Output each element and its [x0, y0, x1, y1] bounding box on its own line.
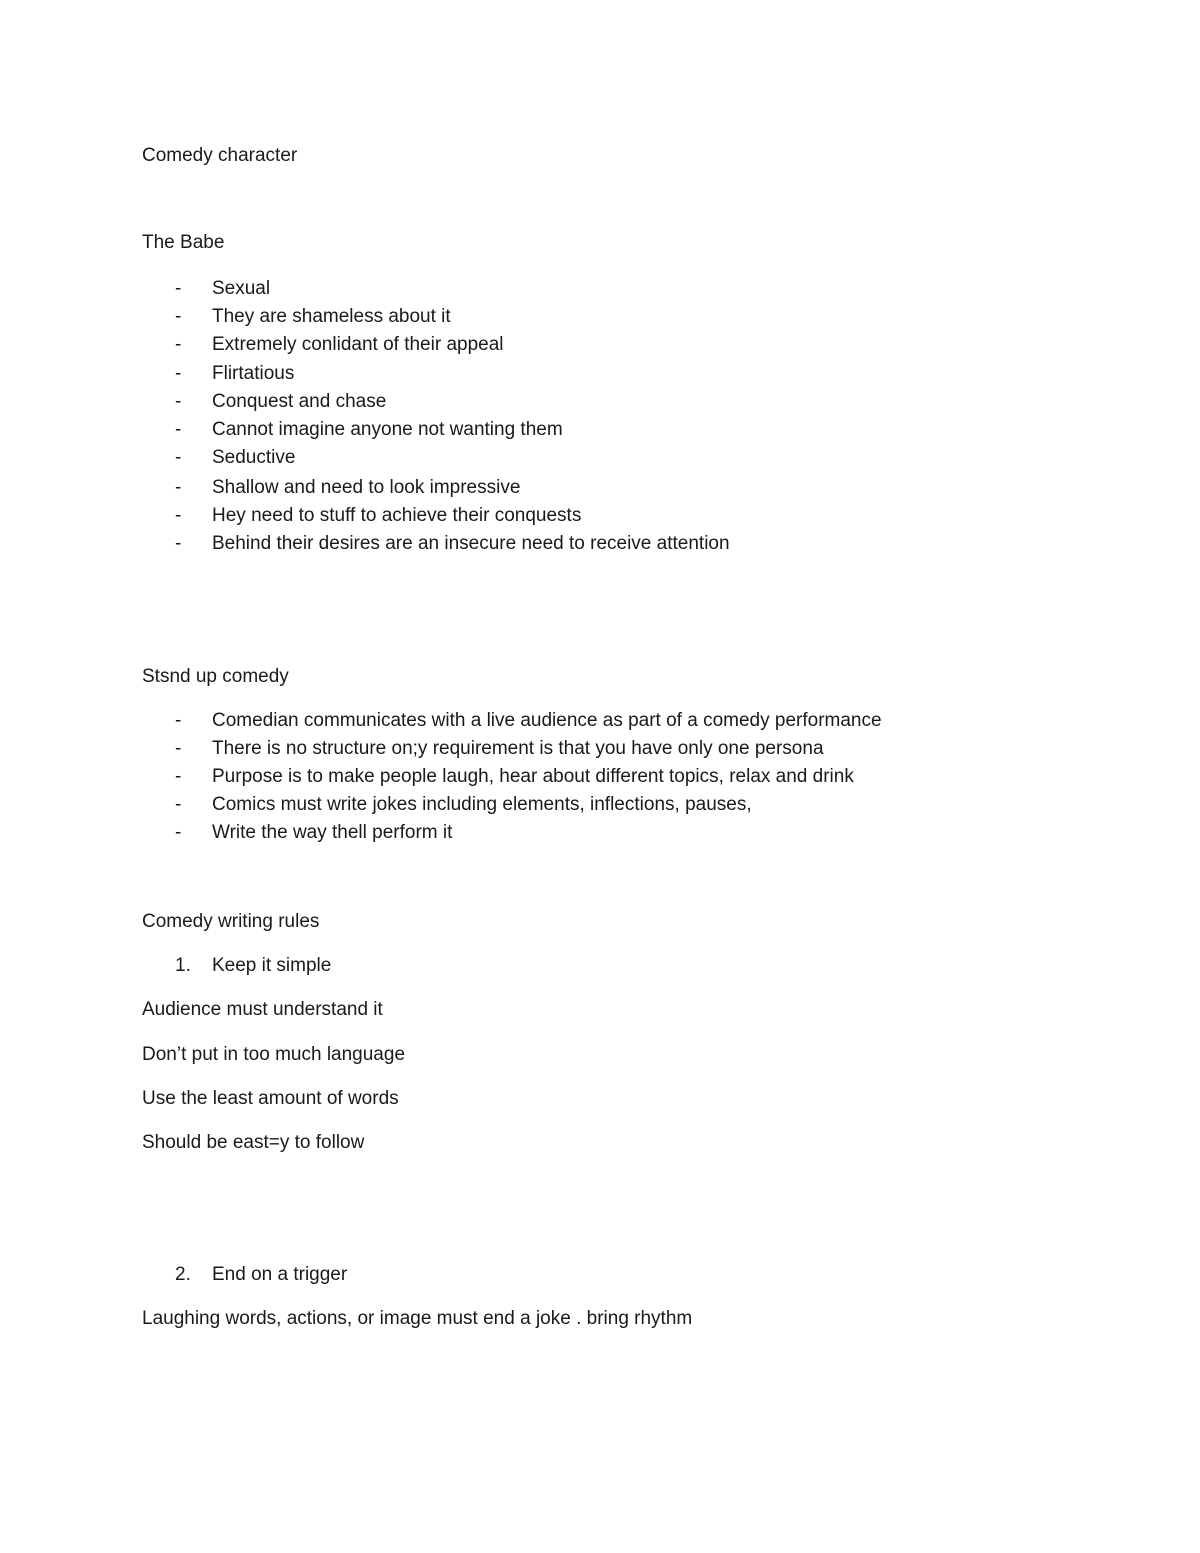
section-title-the-babe: The Babe [142, 232, 225, 253]
bullet-dash: - [175, 533, 182, 554]
bullet-dash: - [175, 505, 182, 526]
list-item [0, 506, 1200, 530]
list-item-text: Hey need to stuff to achieve their conquests [212, 505, 582, 526]
bullet-dash: - [175, 447, 182, 468]
rule-item-2 [0, 1265, 1200, 1289]
list-item [0, 335, 1200, 359]
section-title-writing-rules: Comedy writing rules [142, 911, 320, 932]
list-item [0, 711, 1200, 735]
list-item-text: Flirtatious [212, 363, 295, 384]
list-item [0, 534, 1200, 558]
list-item-text: Conquest and chase [212, 391, 387, 412]
list-item-text: Write the way thell perform it [212, 822, 453, 843]
list-item [0, 478, 1200, 502]
rule-item-1 [0, 956, 1200, 980]
list-item [0, 795, 1200, 819]
section-title-standup: Stsnd up comedy [142, 666, 289, 687]
bullet-dash: - [175, 477, 182, 498]
list-item [0, 823, 1200, 847]
list-item [0, 364, 1200, 388]
rule-number: 2. [175, 1264, 191, 1285]
list-item [0, 739, 1200, 763]
list-item-text: Behind their desires are an insecure need to receive attention [212, 533, 730, 554]
bullet-dash: - [175, 334, 182, 355]
bullet-dash: - [175, 419, 182, 440]
list-item-text: Seductive [212, 447, 296, 468]
rule-note: Don’t put in too much language [142, 1044, 406, 1065]
rule-label: End on a trigger [212, 1264, 348, 1285]
list-item [0, 448, 1200, 472]
list-item [0, 392, 1200, 416]
list-item [0, 767, 1200, 791]
list-item-text: There is no structure on;y requirement is that you have only one persona [212, 738, 824, 759]
bullet-dash: - [175, 306, 182, 327]
bullet-dash: - [175, 738, 182, 759]
bullet-dash: - [175, 710, 182, 731]
bullet-dash: - [175, 363, 182, 384]
list-item-text: Comics must write jokes including elements, inflections, pauses, [212, 794, 752, 815]
rule-note: Laughing words, actions, or image must end a joke . bring rhythm [142, 1308, 693, 1329]
list-item-text: Extremely conlidant of their appeal [212, 334, 504, 355]
list-item [0, 307, 1200, 331]
rule-note: Use the least amount of words [142, 1088, 399, 1109]
bullet-dash: - [175, 766, 182, 787]
list-item-text: Shallow and need to look impressive [212, 477, 521, 498]
list-item-text: They are shameless about it [212, 306, 451, 327]
list-item [0, 420, 1200, 444]
list-item [0, 279, 1200, 303]
heading-comedy-character: Comedy character [142, 145, 298, 166]
rule-note: Audience must understand it [142, 999, 383, 1020]
bullet-dash: - [175, 822, 182, 843]
list-item-text: Sexual [212, 278, 271, 299]
rule-label: Keep it simple [212, 955, 332, 976]
list-item-text: Cannot imagine anyone not wanting them [212, 419, 563, 440]
bullet-dash: - [175, 391, 182, 412]
list-item-text: Comedian communicates with a live audience as part of a comedy performance [212, 710, 882, 731]
rule-note: Should be east=y to follow [142, 1132, 365, 1153]
rule-number: 1. [175, 955, 191, 976]
bullet-dash: - [175, 278, 182, 299]
list-item-text: Purpose is to make people laugh, hear about different topics, relax and drink [212, 766, 854, 787]
bullet-dash: - [175, 794, 182, 815]
